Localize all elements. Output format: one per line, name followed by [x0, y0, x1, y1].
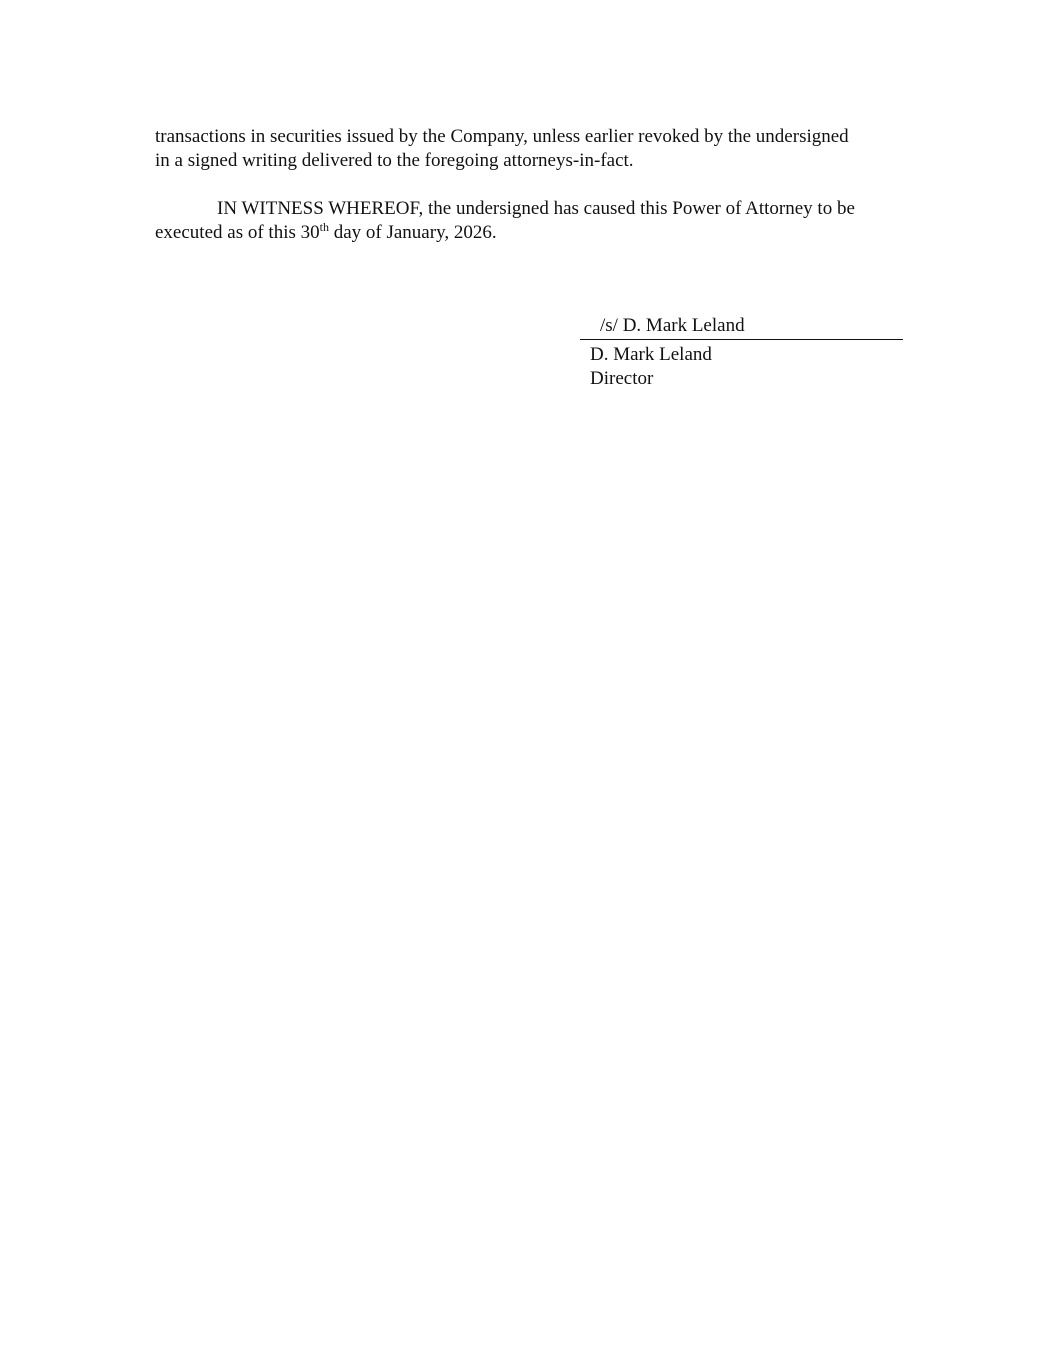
- paragraph-line: transactions in securities issued by the Company, unless earlier revoked by the undersigned: [155, 126, 849, 147]
- paragraph-line: [155, 197, 905, 221]
- execution-date-prefix: executed as of this 30: [155, 222, 320, 243]
- signature-line: [580, 314, 903, 340]
- execution-date-suffix: day of January, 2026.: [328, 222, 497, 243]
- signer-name: D. Mark Leland: [590, 344, 712, 365]
- conformed-signature: /s/ D. Mark Leland: [600, 315, 745, 336]
- paragraph-line: [155, 221, 905, 245]
- paragraph-line: in a signed writing delivered to the foregoing attorneys-in-fact.: [155, 150, 634, 171]
- witness-paragraph: [155, 197, 905, 245]
- signature-block: [580, 314, 903, 391]
- signer-title: Director: [590, 368, 654, 389]
- revocation-paragraph: [155, 125, 905, 173]
- ordinal-suffix: th: [319, 220, 329, 234]
- witness-clause: IN WITNESS WHEREOF, the undersigned has caused this Power of Attorney to be: [217, 198, 855, 219]
